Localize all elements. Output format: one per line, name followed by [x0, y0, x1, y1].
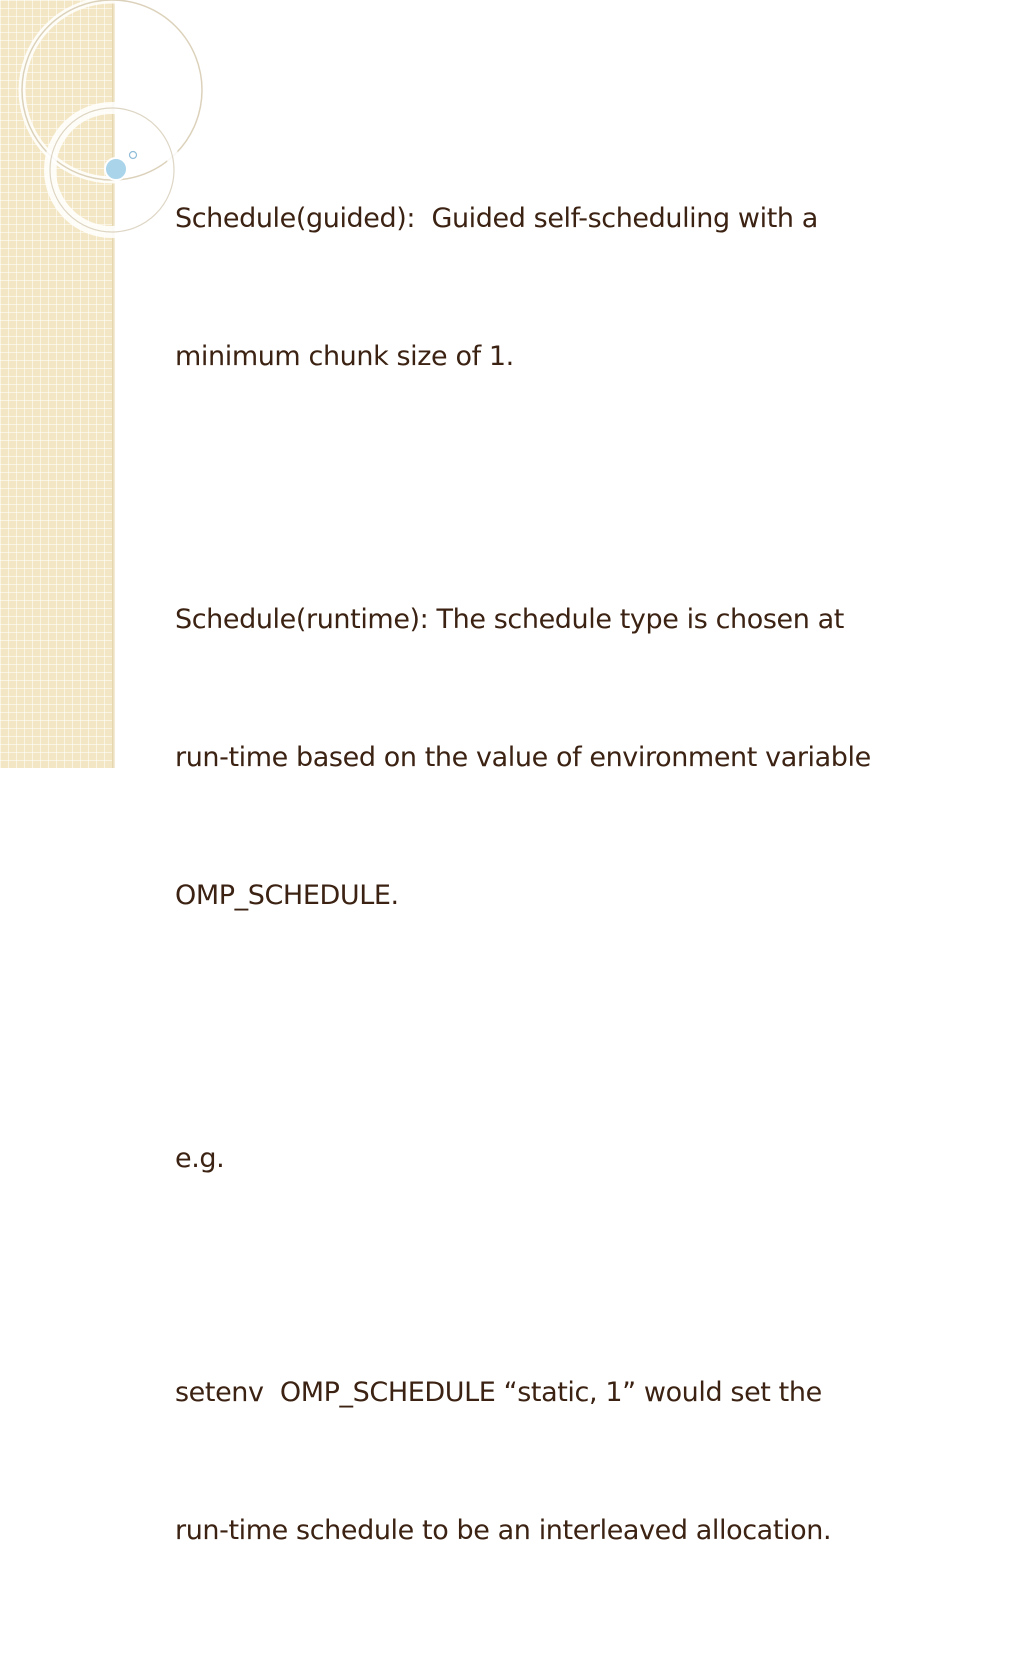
text-line: Schedule(runtime): The schedule type is chosen at [175, 604, 844, 635]
tiny-circle-icon [130, 152, 137, 159]
text-line: run-time schedule to be an interleaved allocation. [175, 1515, 832, 1546]
paragraph-runtime [175, 505, 995, 1011]
text-line: minimum chunk size of 1. [175, 341, 514, 372]
paragraph-guided [175, 104, 995, 472]
blue-dot-icon [105, 158, 127, 180]
paragraph-setenv [175, 1278, 995, 1646]
slide-body [175, 104, 995, 1679]
text-line: OMP_SCHEDULE. [175, 880, 399, 911]
text-line: Schedule(guided): Guided self-scheduling with a [175, 203, 818, 234]
text-line: e.g. [175, 1143, 225, 1174]
paragraph-example-label [175, 1044, 995, 1274]
text-line: run-time based on the value of environment variable [175, 742, 871, 773]
circles-ornament-icon [0, 0, 200, 270]
text-line: setenv OMP_SCHEDULE “static, 1” would set the [175, 1377, 822, 1408]
